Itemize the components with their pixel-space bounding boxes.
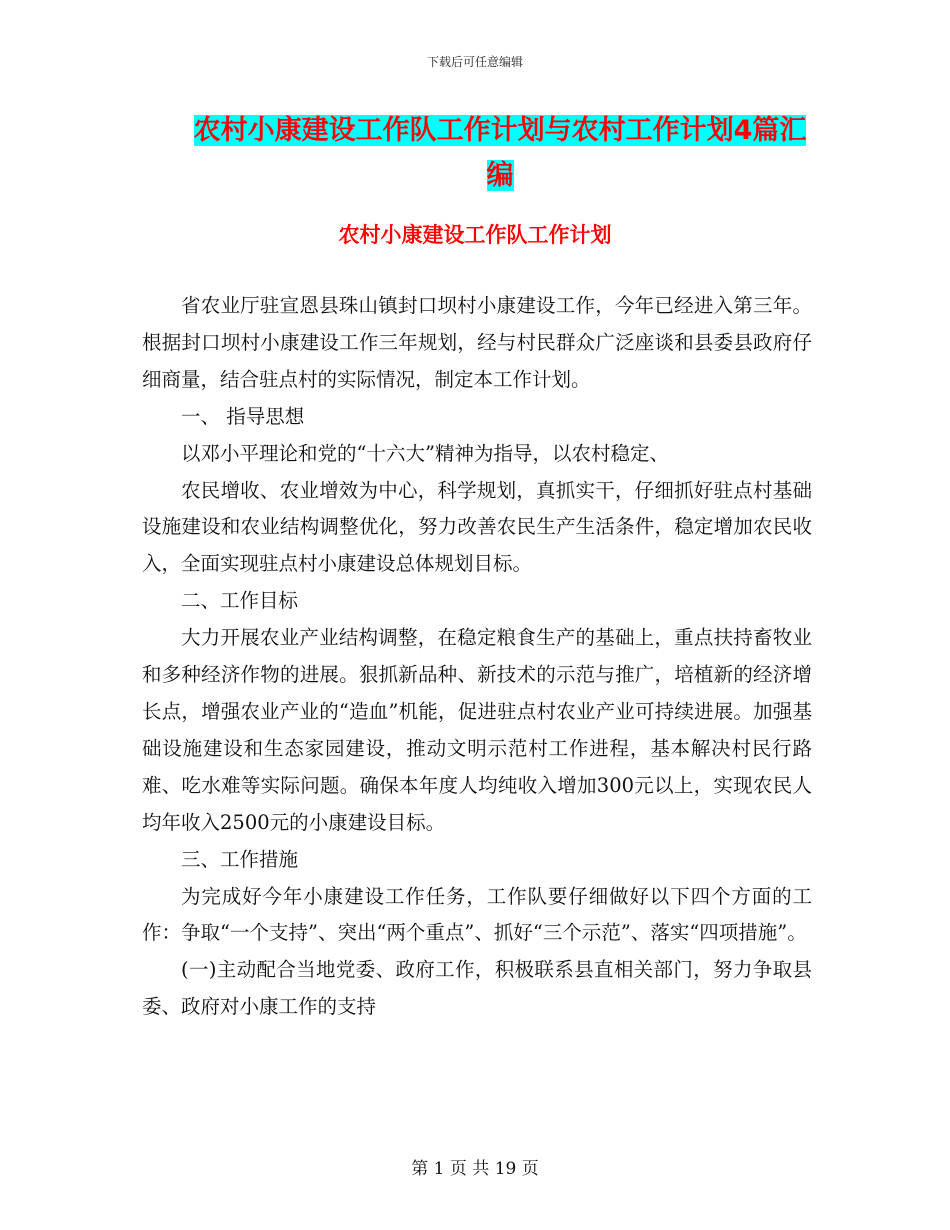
paragraph: (一)主动配合当地党委、政府工作，积极联系县直相关部门，努力争取县委、政府对小康工作的支持: [142, 958, 812, 1019]
section-title: 农村小康建设工作队工作计划: [338, 223, 612, 247]
heading-work-goals: 二、工作目标: [181, 589, 299, 613]
heading-guiding-ideology: 一、 指导思想: [181, 404, 305, 428]
body-text: [142, 288, 812, 1026]
document-title-text: 农村小康建设工作队工作计划与农村工作计划4篇汇编: [193, 115, 807, 191]
paragraph: 为完成好今年小康建设工作任务，工作队要仔细做好以下四个方面的工作：争取“一个支持”、突出“两个重点”、抓好“三个示范”、落实“四项措施”。: [142, 884, 812, 945]
paragraph: 大力开展农业产业结构调整，在稳定粮食生产的基础上，重点扶持畜牧业和多种经济作物的进展。狠抓新品种、新技术的示范与推广，培植新的经济增长点，增强农业产业的“造血”机能，促进驻点村农业产业可持续进展。加强基础设施建设和生态家园建设，推动文明示范村工作进程，基本解决村民行路难、吃水难等实际问题。确保本年度人均纯收入增加300元以上，实现农民人均年收入2500元的小康建设目标。: [142, 626, 812, 834]
document-title: [190, 108, 810, 198]
header-note: 下载后可任意编辑: [426, 55, 523, 69]
paragraph: 以邓小平理论和党的“十六大”精神为指导，以农村稳定、: [181, 441, 669, 465]
heading-work-measures: 三、工作措施: [181, 847, 299, 871]
page-footer: 第 1 页 共 19 页: [411, 1159, 539, 1179]
paragraph: 农民增收、农业增效为中心，科学规划，真抓实干，仔细抓好驻点村基础设施建设和农业结构调整优化，努力改善农民生产生活条件，稳定增加农民收入，全面实现驻点村小康建设总体规划目标。: [142, 478, 812, 576]
paragraph: 省农业厅驻宣恩县珠山镇封口坝村小康建设工作，今年已经进入第三年。根据封口坝村小康建设工作三年规划，经与村民群众广泛座谈和县委县政府仔细商量，结合驻点村的实际情况，制定本工作计划。: [142, 294, 812, 391]
